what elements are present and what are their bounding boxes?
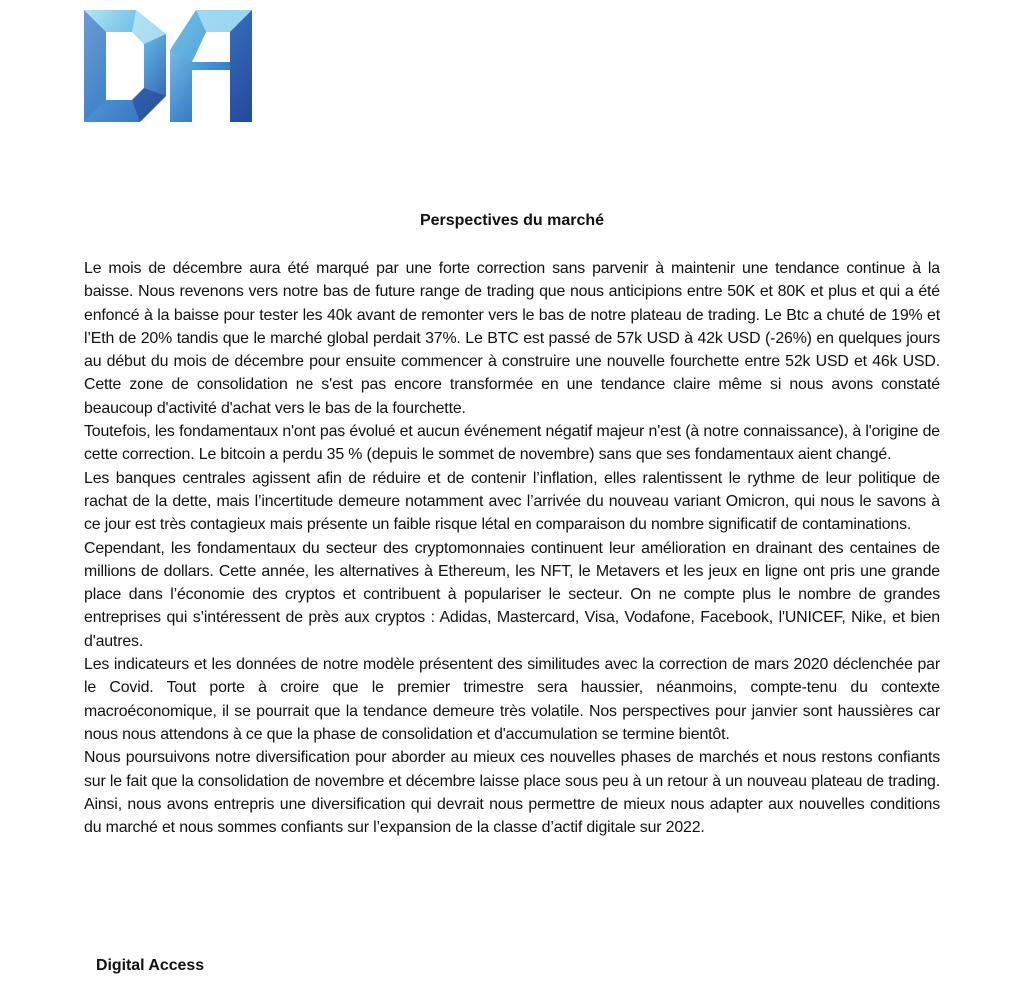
logo-letter-d [84, 10, 166, 122]
logo-letter-a [170, 10, 252, 122]
paragraph: Les indicateurs et les données de notre modèle présentent des similitudes avec la correction de mars 2020 déclenchée par le Covid. Tout porte à croire que le premier trimestre sera haussier, néanmoins, compte-tenu du contexte macroéconomique, il se pourrait que la tendance demeure très volatile. Nos perspectives pour janvier sont haussières car nous nous attendons à ce que la phase de consolidation et d'accumulation se termine bientôt. [84, 656, 940, 743]
paragraph: Cependant, les fondamentaux du secteur des cryptomonnaies continuent leur amélioration en drainant des centaines de millions de dollars. Cette année, les alternatives à Ethereum, les NFT, le Metavers et les jeux en ligne ont pris une grande place dans l’économie des cryptos et contribuent à populariser le secteur. On ne compte plus le nombre de grandes entreprises qui s’intéressent de près aux cryptos : Adidas, Mastercard, Visa, Vodafone, Facebook, l'UNICEF, Nike, et bien d'autres. [84, 539, 940, 650]
article-body [84, 257, 940, 839]
paragraph: Nous poursuivons notre diversification pour aborder au mieux ces nouvelles phases de marchés et nous restons confiants sur le fait que la consolidation de novembre et décembre laisse place sous peu à un retour à un nouveau plateau de trading. Ainsi, nous avons entrepris une diversification qui devrait nous permettre de mieux nous adapter aux nouvelles conditions du marché et nous sommes confiants sur l’expansion de la classe d’actif digitale sur 2022. [84, 749, 940, 837]
paragraph: Toutefois, les fondamentaux n'ont pas évolué et aucun événement négatif majeur n'est (à notre connaissance), à l'origine de cette correction. Le bitcoin a perdu 35 % (depuis le sommet de novembre) sans que ses fondamentaux aient changé. [84, 423, 940, 464]
signature: Digital Access [96, 957, 205, 974]
paragraph: Le mois de décembre aura été marqué par une forte correction sans parvenir à maintenir une tendance continue à la baisse. Nous revenons vers notre bas de future range de trading que nous anticipions entre 50K et 80K et plus et qui a été enfoncé à la baisse pour tester les 40k avant de remonter vers le bas de notre plateau de trading. Le Btc a chuté de 19% et l’Eth de 20% tandis que le marché global perdait 37%. Le BTC est passé de 57k USD à 42k USD (-26%) en quelques jours au début du mois de décembre pour ensuite commencer à construire une nouvelle fourchette entre 52k USD et 46k USD. Cette zone de consolidation ne s'est pas encore transformée en une tendance claire même si nous avons constaté beaucoup d'activité d'achat vers le bas de la fourchette. [84, 260, 940, 417]
digital-access-logo [84, 10, 252, 122]
page-title: Perspectives du marché [419, 212, 605, 229]
paragraph: Les banques centrales agissent afin de réduire et de contenir l’inflation, elles ralentissent le rythme de leur politique de rachat de la dette, mais l’incertitude demeure notamment avec l’arrivée du nouveau variant Omicron, qui nous le savons à ce jour est très contagieux mais présente un faible risque létal en comparaison du nombre significatif de contaminations. [84, 469, 940, 534]
